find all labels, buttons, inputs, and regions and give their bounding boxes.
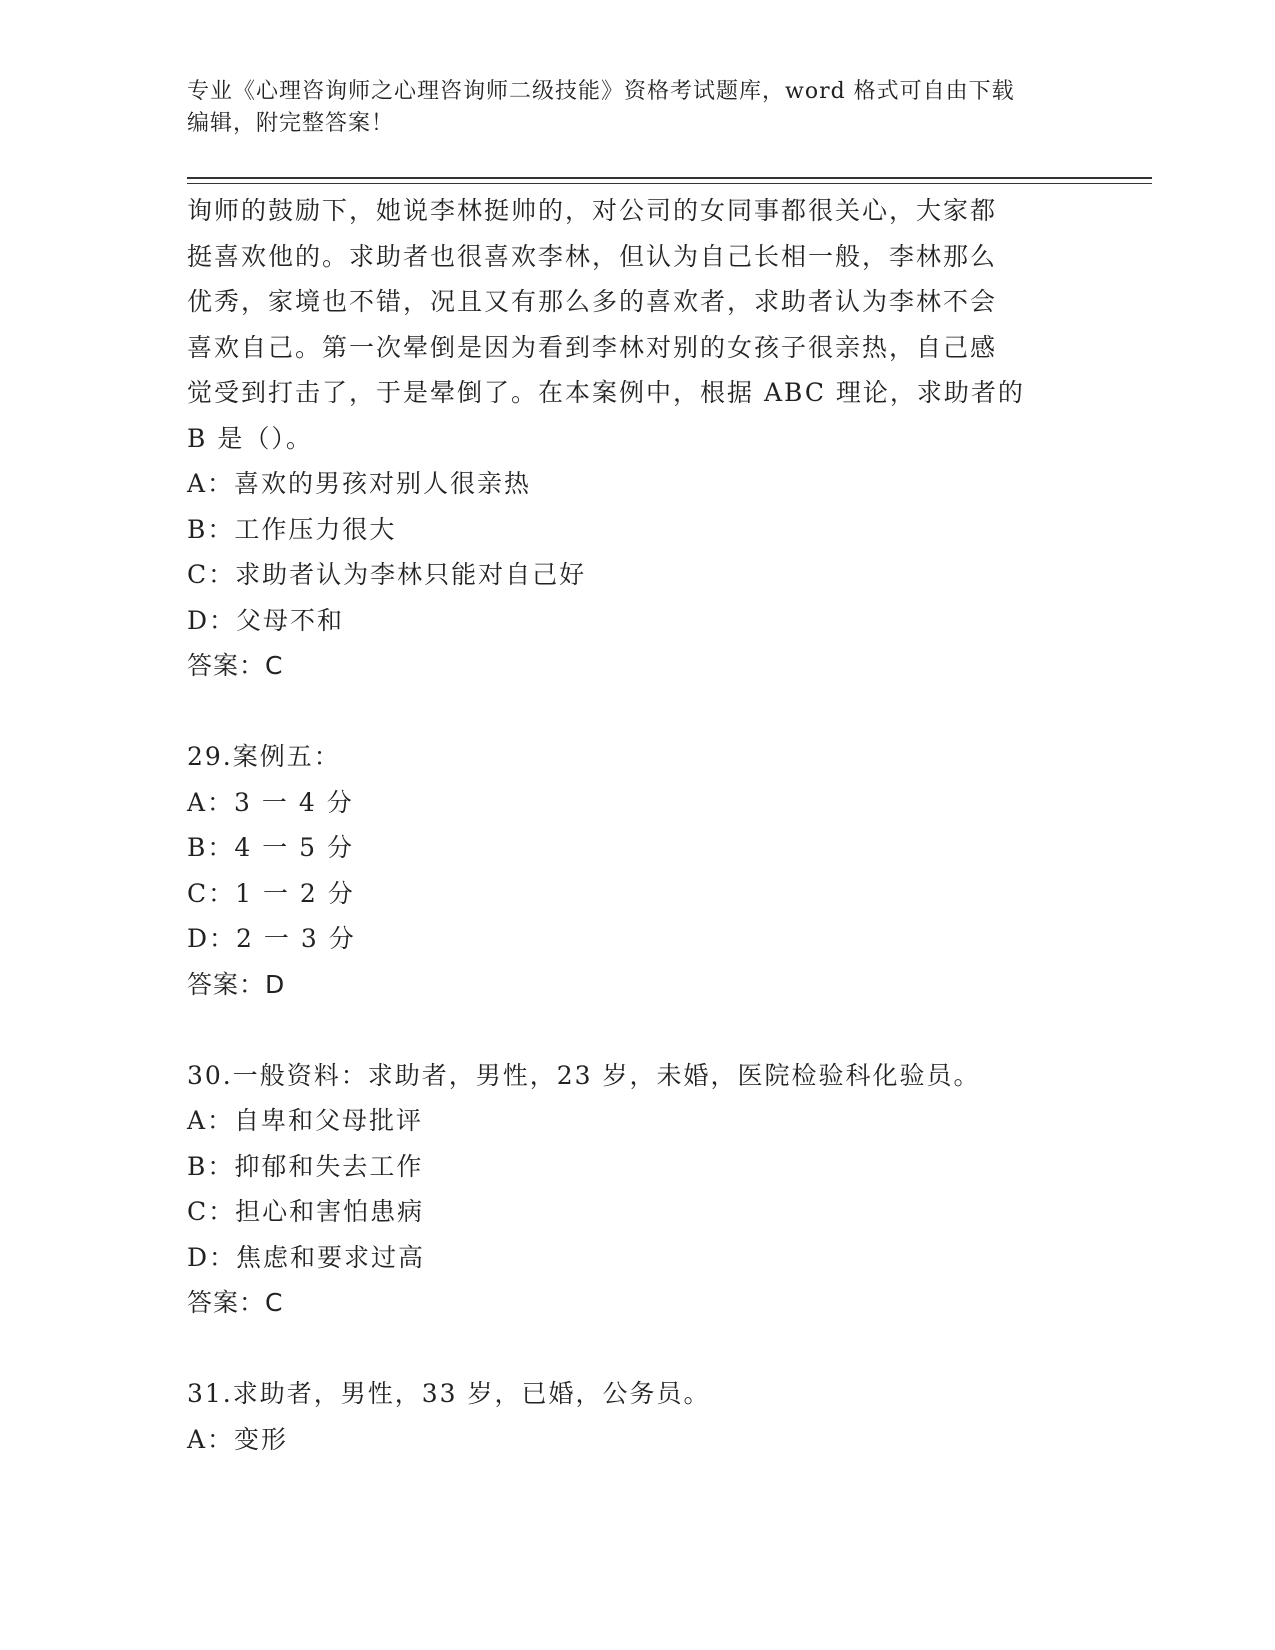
question-spacer — [187, 1326, 1067, 1372]
question-content — [187, 188, 1067, 1462]
option-a: A：自卑和父母批评 — [187, 1106, 424, 1135]
question-stem-line: B 是（）。 — [187, 423, 313, 453]
option-d: D：焦虑和要求过高 — [187, 1242, 426, 1272]
question-28 — [187, 188, 1067, 689]
option-c: C：1 一 2 分 — [187, 878, 355, 908]
question-spacer — [187, 689, 1067, 735]
question-stem: 31.求助者，男性，33 岁，已婚，公务员。 — [187, 1379, 711, 1408]
option-a: A：喜欢的男孩对别人很亲热 — [187, 469, 532, 498]
option-d: D：2 一 3 分 — [187, 924, 356, 953]
question-stem-line: 觉受到打击了，于是晕倒了。在本案例中，根据 ABC 理论，求助者的 — [187, 378, 1025, 407]
answer-label: 答案：C — [187, 1288, 284, 1317]
header-title-line-1: 专业《心理咨询师之心理咨询师二级技能》资格考试题库，word 格式可自由下载 — [187, 79, 1015, 104]
header-title-line-2: 编辑，附完整答案！ — [187, 111, 395, 136]
answer-label: 答案：C — [187, 651, 284, 680]
question-spacer — [187, 1007, 1067, 1053]
question-stem: 29.案例五： — [187, 742, 341, 771]
question-30 — [187, 1053, 1067, 1326]
option-a: A：变形 — [187, 1424, 289, 1454]
question-stem-line: 喜欢自己。第一次晕倒是因为看到李林对别的女孩子很亲热，自己感 — [187, 332, 998, 362]
option-a: A：3 一 4 分 — [187, 787, 354, 817]
question-stem-line: 优秀，家境也不错，况且又有那么多的喜欢者，求助者认为李林不会 — [187, 287, 998, 316]
question-stem-line: 询师的鼓励下，她说李林挺帅的，对公司的女同事都很关心，大家都 — [187, 196, 998, 225]
header-divider-thick — [187, 177, 1152, 179]
answer-label: 答案：D — [187, 969, 286, 999]
question-stem: 30.一般资料：求助者，男性，23 岁，未婚，医院检验科化验员。 — [187, 1060, 981, 1090]
option-b: B：工作压力很大 — [187, 514, 397, 544]
option-b: B：抑郁和失去工作 — [187, 1151, 424, 1181]
question-29 — [187, 734, 1067, 1007]
option-c: C：担心和害怕患病 — [187, 1197, 425, 1226]
option-b: B：4 一 5 分 — [187, 833, 355, 862]
option-d: D：父母不和 — [187, 605, 345, 635]
question-31 — [187, 1371, 1067, 1462]
option-c: C：求助者认为李林只能对自己好 — [187, 560, 587, 589]
header-divider-thin — [187, 183, 1152, 184]
question-stem-line: 挺喜欢他的。求助者也很喜欢李林，但认为自己长相一般，李林那么 — [187, 241, 998, 271]
page-header — [187, 76, 1087, 140]
